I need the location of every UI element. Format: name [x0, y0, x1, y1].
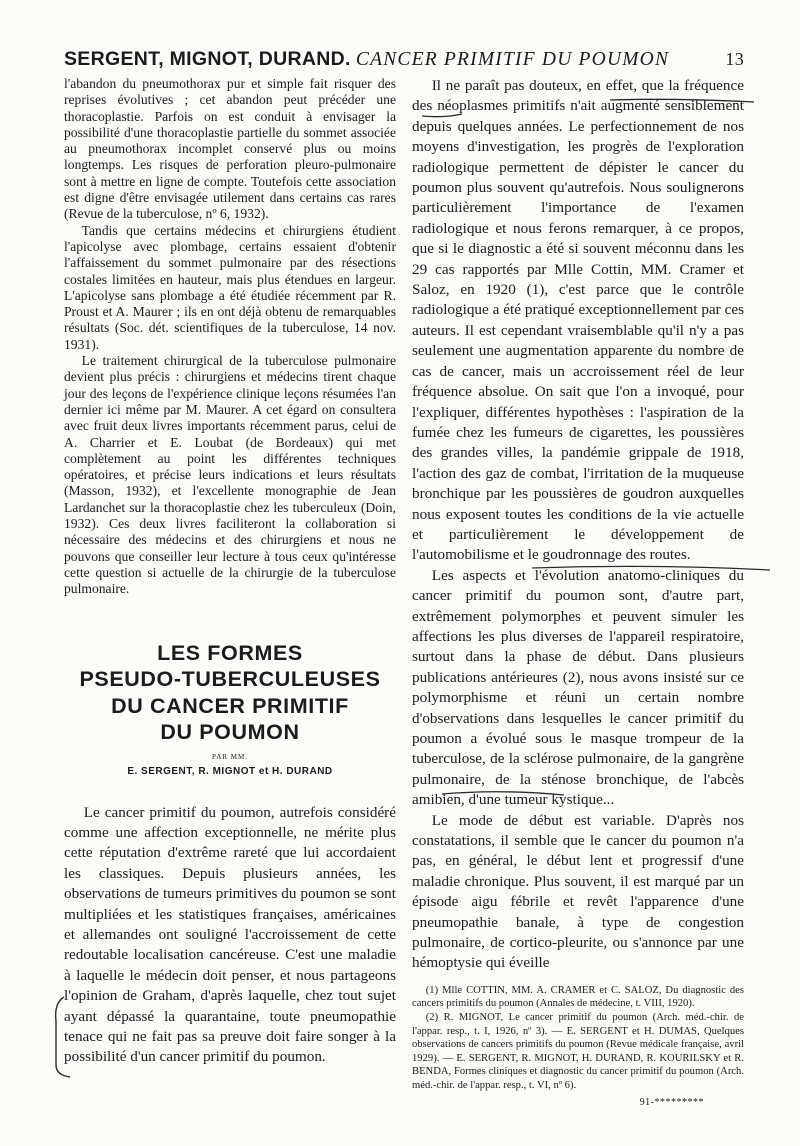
title-line: PSEUDO-TUBERCULEUSES	[79, 667, 381, 691]
paragraph: Les aspects et l'évolution anatomo-cliniques du cancer primitif du poumon sont, d'autre part, extrêmement polymorphes et peuvent simuler les affections les plus diverses de l'appareil respiratoire, surtout dans la phase de début. Dans plusieurs publications antérieures (2), nous avons insisté sur ce polymorphisme et réuni un certain nombre d'observations dans lesquelles le cancer primitif du poumon a évolué sous le masque trompeur de la tuberculose, de la sclérose pulmonaire, de la gangrène pulmonaire, de la sténose bronchique, de l'abcès amibien, d'une tumeur kystique...	[412, 566, 744, 809]
title-line: LES FORMES	[157, 640, 303, 665]
paragraph: Il ne paraît pas douteux, en effet, que la fréquence des néoplasmes primitifs n'ait augmenté sensiblement depuis quelques années. Le perfectionnement de nos moyens d'investigation, les progrès de l'exploration radiologique permettent de dépister le cancer du poumon plus souvent qu'autrefois. Nous soulignerons particulièrement l'importance de l'examen radiologique et nous ferons remarquer, à ce propos, que si le diagnostic a été si souvent méconnu dans les 29 cas rapportés par Mlle Cottin, MM. Cramer et Saloz, en 1920 (1), c'est parce que le contrôle radiologique a été pratiqué exceptionnellement par ces auteurs. Il est cependant vraisemblable qu'il n'y a pas seulement une augmentation apparente du nombre de cas de cancer, mais un accroissement réel de leur fréquence absolue. On sait que l'on a invoqué, pour l'expliquer, différentes hypothèses : l'aspiration de la fumée chez les fumeurs de cigarettes, les poussières des grandes villes, la pandémie grippale de 1918, l'action des gaz de combat, l'irritation de la muqueuse bronchique par les poussières de goudron auxquelles nous exposent toutes les conditions de la vie actuelle et particulièrement le développement de l'automobilisme et le goudronnage des routes.	[412, 77, 744, 564]
title-line: DU CANCER PRIMITIF	[111, 693, 349, 718]
article-title	[64, 640, 396, 746]
footnotes	[412, 984, 744, 1093]
paragraph: Le cancer primitif du poumon, autrefois considéré comme une affection exceptionnelle, ne mérite plus cette réputation d'extrême rareté que lui accordaient les classiques. Depuis plusieurs années, les observations de tumeurs primitives du poumon se sont multipliées et les statistiques françaises, américaines et allemandes ont souligné l'accroissement de cette redoutable localisation cancéreuse. C'est une maladie à laquelle le médecin doit penser, et nous partageons l'opinion de Graham, d'après laquelle, chez tout sujet ayant dépassé la quarantaine, toute pneumopathie tenace qui ne fait pas sa preuve doit faire songer à la possibilité d'un cancer primitif du poumon.	[64, 803, 396, 1066]
header-title: CANCER PRIMITIF DU POUMON	[355, 49, 670, 70]
article-intro	[64, 803, 396, 1068]
running-header	[64, 44, 744, 74]
paragraph: Le traitement chirurgical de la tuberculose pulmonaire devient plus précis : chirurgiens et médecins tirent chaque jour des leçons de l'expérience clinique leçons résumées l'an dernier ici même par M. Maurer. A cet égard on consultera avec fruit deux livres importants récemment parus, celui de A. Charrier et E. Loubat (de Bordeaux) qui met complètement au point les différentes techniques opératoires, et précise leurs indications et leurs résultats (Masson, 1932), et l'excellente monographie de Jean Lardanchet sur la thoracoplastie chez les tuberculeux (Doin, 1932). Ces deux livres faciliteront la collaboration si nécessaire des médecins et des chirurgiens et nous ne pouvons que conseiller leur lecture à tous ceux qu'intéresse cette question si actuelle de la chirurgie de la tuberculose pulmonaire.	[64, 353, 396, 597]
footnote: (2) R. MIGNOT, Le cancer primitif du poumon (Arch. méd.-chir. de l'appar. resp., t. I, 1926, nº 3). — E. SERGENT et H. DUMAS, Quelques observations de cancers primitifs du poumon (Revue médicale française, avril 1929). — E. SERGENT, R. MIGNOT, H. DURAND, R. KOURILSKY et R. BENDA, Formes cliniques et diagnostic du cancer primitif du poumon (Arch. méd.-chir. de l'appar. resp., t. VI, nº 6).	[412, 1012, 744, 1092]
printer-signature: 91-*********	[639, 1096, 704, 1108]
right-column	[412, 76, 744, 1108]
left-column	[64, 76, 396, 1068]
header-authors: SERGENT, MIGNOT, DURAND.	[64, 48, 351, 70]
byline-authors: E. SERGENT, R. MIGNOT et H. DURAND	[127, 765, 333, 777]
paragraph: l'abandon du pneumothorax pur et simple fait risquer des reprises évolutives ; cet abandon peut précéder une thoracoplastie. Parfois on est conduit à envisager la possibilité d'une thoracoplastie partielle du sommet associée au pneumothorax incomplet conservé plus ou moins longtemps. Les risques de perforation pleuro-pulmonaire sont à mettre en ligne de compte. Toutefois cette association est digne d'être envisagée utilement dans certains cas rares (Revue de la tuberculose, nº 6, 1932).	[64, 76, 396, 222]
footnote: (1) Mlle COTTIN, MM. A. CRAMER et C. SALOZ, Du diagnostic des cancers primitifs du poumon (Annales de médecine, t. VIII, 1920).	[412, 984, 744, 1010]
paragraph: Le mode de début est variable. D'après nos constatations, il semble que le cancer du poumon n'a pas, en général, le début lent et progressif d'une maladie chronique. Plus souvent, il est marqué par un épisode aigu fébrile et revêt l'apparence d'une pneumopathie banale, à type de congestion pulmonaire, de cortico-pleurite, ou s'annonce par une hémoptysie qui éveille	[412, 811, 744, 972]
title-line: DU POUMON	[160, 720, 300, 744]
page-number: 13	[725, 49, 744, 69]
previous-article-end	[64, 76, 396, 598]
paragraph: Tandis que certains médecins et chirurgiens étudient l'apicolyse avec plombage, certains essaient d'obtenir l'affaissement du sommet pulmonaire par des résections costales limitées en hauteur, mais plus étendues en largeur. L'apicolyse sans plombage a été étudiée récemment par R. Proust et A. Maurer ; ils en ont déjà obtenu de remarquables résultats (Soc. dét. scientifiques de la tuberculose, 14 nov. 1931).	[64, 222, 396, 352]
byline-prefix: PAR MM.	[212, 752, 248, 761]
article-body	[412, 76, 744, 974]
